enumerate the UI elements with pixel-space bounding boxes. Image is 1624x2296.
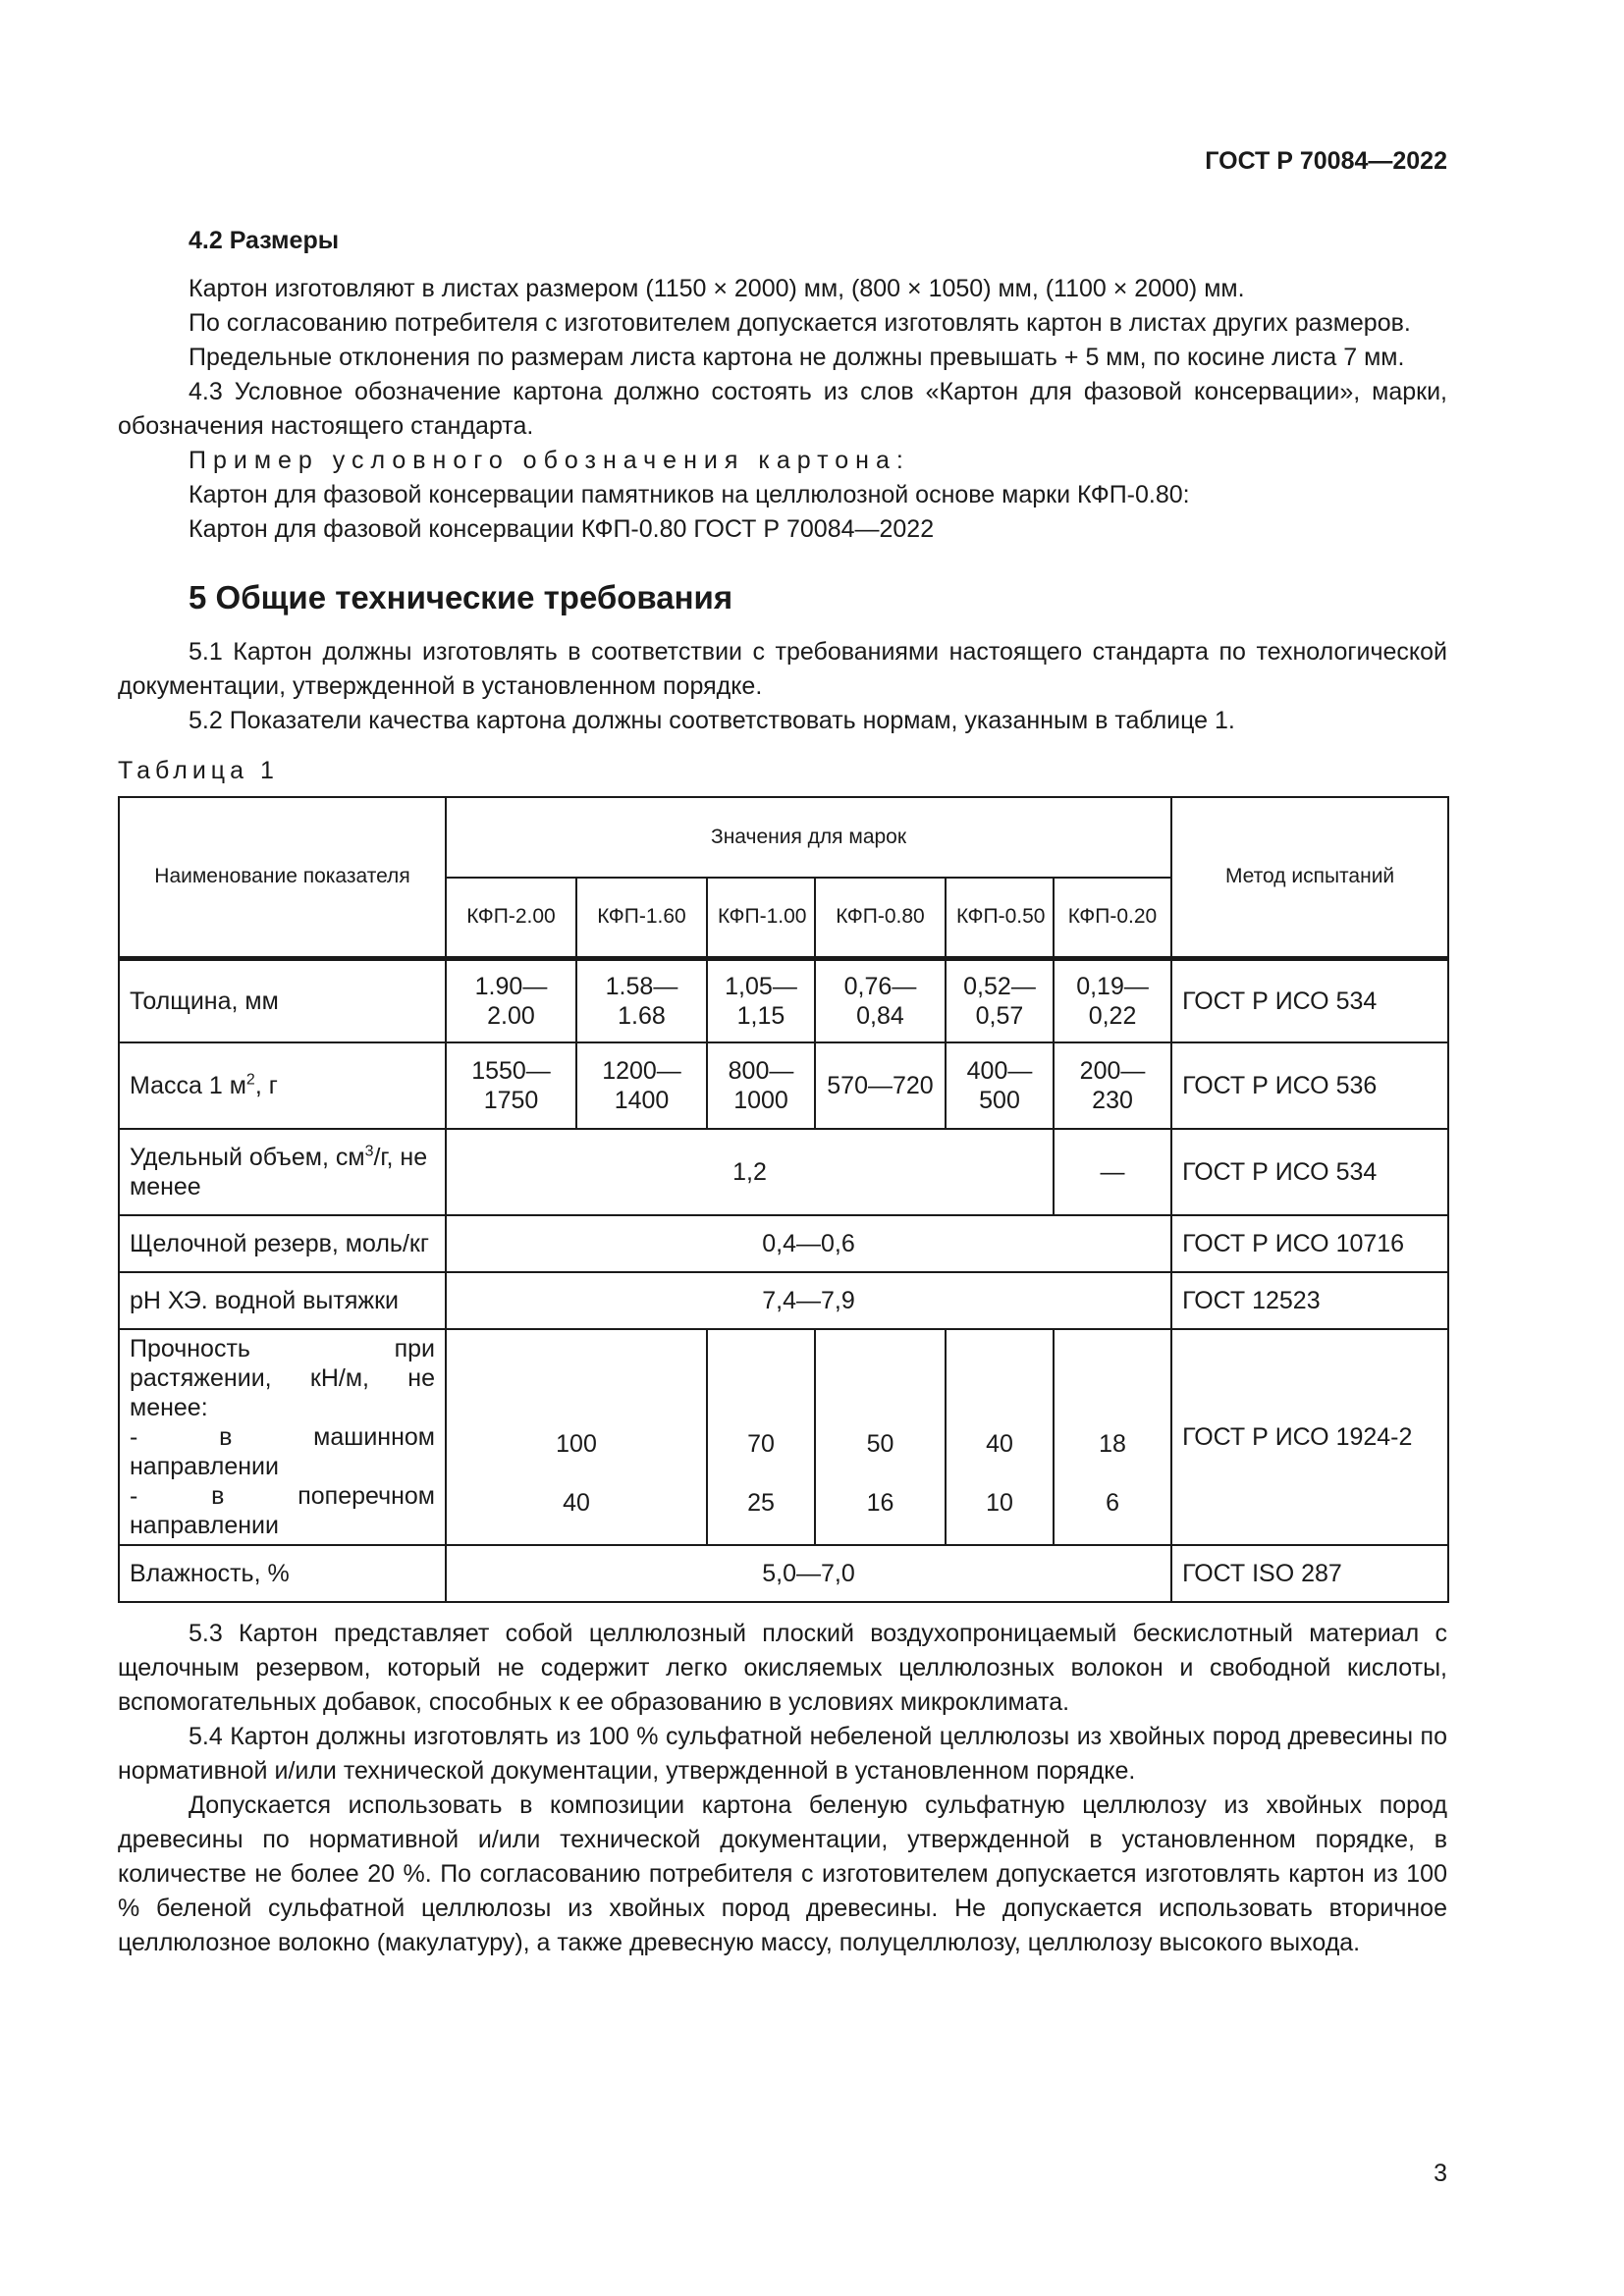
value-cell: 70 25 (707, 1329, 815, 1545)
header-values: Значения для марок (446, 797, 1171, 878)
table-row-thickness (119, 958, 1448, 1042)
row-name: Щелочной резерв, моль/кг (119, 1215, 446, 1272)
paragraph: 5.3 Картон представляет собой целлюлозный плоский воздухопроницаемый бескислотный материал с щелочным резервом, который не содержит легко окисляемых целлюлозных волокон и свободной кислоты, вспомогательных добавок, способных к ее образованию в условиях микроклимата. (118, 1620, 1447, 1716)
table-caption: Таблица 1 (118, 757, 279, 784)
method-cell: ГОСТ Р ИСО 534 (1171, 958, 1448, 1042)
value-cell: 5,0—7,0 (446, 1545, 1171, 1602)
method-cell: ГОСТ ISO 287 (1171, 1545, 1448, 1602)
paragraph: Предельные отклонения по размерам листа картона не должны превышать + 5 мм, по косине листа 7 мм. (189, 344, 1405, 371)
grade-cell: КФП-0.80 (815, 878, 946, 958)
table-row-mass (119, 1042, 1448, 1129)
method-cell: ГОСТ 12523 (1171, 1272, 1448, 1329)
value-cell: 1.58—1.68 (576, 958, 707, 1042)
value-cell: 1,2 (446, 1129, 1054, 1215)
value-cell: 1.90—2.00 (446, 958, 576, 1042)
row-name: рН ХЭ. водной вытяжки (119, 1272, 446, 1329)
row-name: Масса 1 $м^2$, г (119, 1042, 446, 1129)
standard-header: ГОСТ Р 70084—2022 (1205, 147, 1447, 175)
paragraph: 5.1 Картон должны изготовлять в соответствии с требованиями настоящего стандарта по технологической документации, утвержденной в установленном порядке. (118, 638, 1447, 700)
value-cell: 0,4—0,6 (446, 1215, 1171, 1272)
example-line: Картон для фазовой консервации КФП-0.80 ГОСТ Р 70084—2022 (189, 515, 935, 543)
grade-cell: КФП-0.50 (946, 878, 1054, 958)
header-name: Наименование показателя (119, 797, 446, 958)
paragraph: Допускается использовать в композиции картона беленую сульфатную целлюлозу из хвойных пород древесины по нормативной и/или технической документации, утвержденной в установленном порядке, в количестве не более 20 %. По согласованию потребителя с изготовителем допускается изготовлять картон из 100 % беленой сульфатной целлюлозы из хвойных пород древесины. Не допускается использовать вторичное целлюлозное волокно (макулатуру), а также древесную массу, полуцеллюлозу, целлюлозу высокого выхода. (118, 1791, 1447, 1956)
table-row-volume (119, 1129, 1448, 1215)
value-cell: 1550—1750 (446, 1042, 576, 1129)
grade-cell: КФП-2.00 (446, 878, 576, 958)
section-5-title: 5 Общие технические требования (189, 579, 733, 615)
grade-cell: КФП-0.20 (1054, 878, 1171, 958)
method-cell: ГОСТ Р ИСО 534 (1171, 1129, 1448, 1215)
paragraph: По согласованию потребителя с изготовителем допускается изготовлять картон в листах других размеров. (189, 309, 1411, 337)
value-cell: 1200—1400 (576, 1042, 707, 1129)
method-cell: ГОСТ Р ИСО 10716 (1171, 1215, 1448, 1272)
value-cell: 400—500 (946, 1042, 1054, 1129)
row-name: Прочность при растяжении, кН/м, не менее: - в машинном направлении - в поперечном направлении (119, 1329, 446, 1545)
paragraph: 5.4 Картон должны изготовлять из 100 % сульфатной небеленой целлюлозы из хвойных пород древесины по нормативной и/или технической документации, утвержденной в установленном порядке. (118, 1723, 1447, 1785)
example-line: Картон для фазовой консервации памятников на целлюлозной основе марки КФП-0.80: (189, 481, 1190, 508)
row-name: Толщина, мм (119, 958, 446, 1042)
table-row-moisture (119, 1545, 1448, 1602)
page-content (118, 224, 1447, 1960)
value-cell: 18 6 (1054, 1329, 1171, 1545)
value-cell: 100 40 (446, 1329, 707, 1545)
section-4-2-title: 4.2 Размеры (189, 227, 340, 254)
value-cell: 800—1000 (707, 1042, 815, 1129)
row-name: Влажность, % (119, 1545, 446, 1602)
value-cell: 0,76—0,84 (815, 958, 946, 1042)
value-cell: — (1054, 1129, 1171, 1215)
value-cell: 0,19—0,22 (1054, 958, 1171, 1042)
value-cell: 50 16 (815, 1329, 946, 1545)
value-cell: 0,52—0,57 (946, 958, 1054, 1042)
quality-table (118, 796, 1449, 1603)
value-cell: 7,4—7,9 (446, 1272, 1171, 1329)
value-cell: 1,05—1,15 (707, 958, 815, 1042)
grade-cell: КФП-1.00 (707, 878, 815, 958)
paragraph: 5.2 Показатели качества картона должны соответствовать нормам, указанным в таблице 1. (189, 707, 1235, 734)
paragraph: 4.3 Условное обозначение картона должно состоять из слов «Картон для фазовой консервации», марки, обозначения настоящего стандарта. (118, 378, 1447, 440)
value-cell: 570—720 (815, 1042, 946, 1129)
method-cell: ГОСТ Р ИСО 1924-2 (1171, 1329, 1448, 1545)
table-header-row (119, 797, 1448, 878)
header-method: Метод испытаний (1171, 797, 1448, 958)
table-row-strength (119, 1329, 1448, 1545)
value-cell: 40 10 (946, 1329, 1054, 1545)
paragraph: Картон изготовляют в листах размером (1150 × 2000) мм, (800 × 1050) мм, (1100 × 2000) мм. (189, 275, 1245, 302)
method-cell: ГОСТ Р ИСО 536 (1171, 1042, 1448, 1129)
table-row-ph (119, 1272, 1448, 1329)
value-cell: 200—230 (1054, 1042, 1171, 1129)
grade-cell: КФП-1.60 (576, 878, 707, 958)
page-number: 3 (1434, 2160, 1447, 2187)
row-name: Удельный объем, $см^3/г$, не менее (119, 1129, 446, 1215)
example-label: Пример условного обозначения картона: (189, 447, 910, 474)
table-row-alkaline (119, 1215, 1448, 1272)
